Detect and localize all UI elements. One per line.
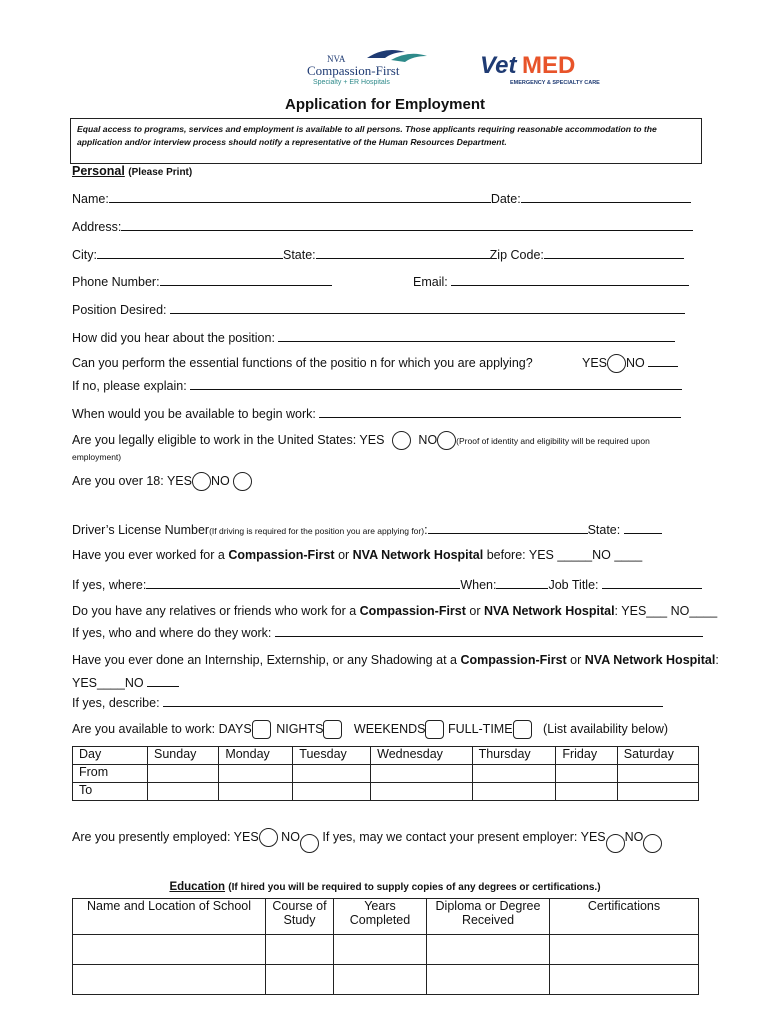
over18-row [72, 472, 252, 491]
essential-no-field[interactable] [648, 354, 678, 367]
license-state-label: State: [587, 523, 621, 537]
eligible-note: (Proof of identity and eligibility will be required upon [456, 435, 650, 446]
edu-header-certs: Certifications [550, 899, 699, 935]
cell[interactable] [148, 765, 219, 783]
relatives-nva: NVA Network Hospital [483, 604, 615, 618]
name-field[interactable] [109, 190, 491, 203]
cell[interactable] [371, 765, 472, 783]
cell[interactable] [550, 935, 699, 965]
state-field[interactable] [316, 246, 490, 259]
avail-label: Are you available to work: DAYS [72, 721, 252, 736]
begin-row [72, 405, 681, 421]
job-field[interactable] [602, 576, 702, 589]
license-row: Driver’s License Number(If driving is required for the position you are applying for): State: [72, 521, 662, 537]
employed-yes-circle[interactable] [259, 828, 278, 847]
employed-row [72, 822, 662, 853]
email-label: Email: [413, 275, 448, 289]
date-field[interactable] [521, 190, 691, 203]
cell[interactable] [334, 965, 427, 995]
contact-no-circle[interactable] [643, 834, 662, 853]
cell[interactable] [427, 935, 550, 965]
contact-no-label: NO [624, 829, 644, 844]
table-row [73, 935, 699, 965]
fulltime-checkbox[interactable] [513, 720, 532, 739]
over18-yes-circle[interactable] [192, 472, 211, 491]
nva-line-2: Compassion-First [307, 63, 400, 78]
relwho-row [72, 624, 703, 640]
begin-label: When would you be available to begin work: [72, 407, 316, 421]
license-field[interactable] [428, 521, 588, 534]
essential-yes-label: YES [582, 356, 608, 370]
header-tuesday: Tuesday [293, 747, 371, 765]
page-title: Application for Employment [284, 96, 485, 113]
eligible-no-circle[interactable] [437, 431, 456, 450]
eligible-no-label: NO [418, 432, 438, 447]
row-from: From [73, 765, 148, 783]
avail-note: (List availability below) [543, 721, 669, 736]
header-saturday: Saturday [617, 747, 698, 765]
eligible-note-2: employment) [72, 452, 122, 462]
over18-no-circle[interactable] [233, 472, 252, 491]
intern-or: or [566, 653, 585, 667]
essential-no-label: NO [626, 356, 645, 370]
cell[interactable] [73, 965, 266, 995]
weekends-checkbox[interactable] [425, 720, 444, 739]
relwho-label: If yes, who and where do they work: [72, 626, 275, 640]
edu-header-school: Name and Location of School [73, 899, 266, 935]
cell[interactable] [334, 935, 427, 965]
cell[interactable] [427, 965, 550, 995]
nva-line-3: Specialty + ER Hospitals [313, 79, 390, 86]
phone-label: Phone Number: [72, 275, 160, 289]
cell[interactable] [472, 783, 556, 801]
relwho-field[interactable] [275, 624, 703, 637]
zip-field[interactable] [544, 246, 684, 259]
city-field[interactable] [97, 246, 283, 259]
eligible-row [72, 431, 650, 450]
eligible-yes-circle[interactable] [392, 431, 411, 450]
describe-row [72, 694, 663, 710]
availability-table [72, 746, 699, 801]
intern-nva: NVA Network Hospital [584, 653, 716, 667]
edu-header-diploma: Diploma or Degree Received [427, 899, 550, 935]
intern-yesno-row [72, 674, 179, 690]
email-row [413, 273, 689, 289]
header-day: Day [73, 747, 148, 765]
vetmed-med: MED [522, 52, 576, 79]
address-field[interactable] [121, 218, 693, 231]
name-row [72, 190, 691, 206]
relatives-post: : YES___ NO____ [614, 604, 718, 618]
essential-yes-circle[interactable] [607, 354, 626, 373]
nights-label: NIGHTS [276, 721, 324, 736]
intern-pre: Have you ever done an Internship, Externship, or any Shadowing at a [72, 653, 461, 667]
explain-label: If no, please explain: [72, 379, 187, 393]
table-row [73, 765, 699, 783]
intern-cf: Compassion-First [460, 653, 567, 667]
header-friday: Friday [556, 747, 617, 765]
relatives-pre: Do you have any relatives or friends who work for a [72, 604, 360, 618]
nva-line-1: NVA [327, 54, 346, 64]
essential-answers [582, 354, 678, 373]
when-field[interactable] [496, 576, 548, 589]
vetmed-tagline: EMERGENCY & SPECIALTY CARE [510, 80, 600, 86]
where-row [72, 576, 702, 592]
position-row [72, 301, 685, 317]
where-label: If yes, where: [72, 578, 147, 592]
explain-field[interactable] [190, 377, 682, 390]
name-label: Name: [72, 192, 109, 206]
worked-or: or [334, 548, 353, 562]
position-field[interactable] [170, 301, 685, 314]
position-label: Position Desired: [72, 303, 167, 317]
header-wednesday: Wednesday [371, 747, 472, 765]
zip-label: Zip Code: [489, 248, 544, 262]
worked-pre: Have you ever worked for a [72, 548, 229, 562]
personal-title: Personal [72, 164, 125, 178]
address-label: Address: [72, 220, 122, 234]
worked-row [72, 548, 642, 562]
cell[interactable] [219, 765, 293, 783]
header-monday: Monday [219, 747, 293, 765]
essential-question: Can you perform the essential functions of the positio n for which you are applying? [72, 356, 533, 370]
hear-label: How did you hear about the position: [72, 331, 275, 345]
education-note: (If hired you will be required to supply copies of any degrees or certifications.) [228, 882, 601, 893]
intern-row [72, 653, 719, 667]
license-note: (If driving is required for the position you are applying for) [209, 526, 425, 536]
education-table [72, 898, 699, 995]
over18-label: Are you over 18: YES [72, 473, 192, 488]
cell[interactable] [472, 765, 556, 783]
intern-no-field[interactable] [147, 674, 179, 687]
describe-field[interactable] [163, 694, 663, 707]
cell[interactable] [556, 783, 617, 801]
cell[interactable] [617, 765, 698, 783]
cell[interactable] [219, 783, 293, 801]
relatives-row [72, 604, 717, 618]
address-row [72, 218, 693, 234]
personal-paren: (Please Print) [128, 167, 193, 178]
license-state-field[interactable] [624, 521, 662, 534]
worked-nva: NVA Network Hospital [352, 548, 484, 562]
over18-no-label: NO [210, 473, 230, 488]
nights-checkbox[interactable] [323, 720, 342, 739]
relatives-or: or [465, 604, 484, 618]
cell[interactable] [148, 783, 219, 801]
employed-no-label: NO [281, 829, 300, 844]
worked-post: before: YES _____NO ____ [483, 548, 643, 562]
intern-post: : [715, 653, 719, 667]
notice-text: Equal access to programs, services and employment is available to all persons. Those applicants requiring reasonable accommodation to the application and/or interview process should notify a representative of the Human Resources Department. [77, 124, 657, 148]
header-thursday: Thursday [472, 747, 556, 765]
cell[interactable] [617, 783, 698, 801]
cell[interactable] [266, 935, 334, 965]
fulltime-label: FULL-TIME [447, 721, 513, 736]
describe-label: If yes, describe: [72, 696, 160, 710]
table-row [73, 747, 699, 765]
begin-field[interactable] [319, 405, 681, 418]
explain-row [72, 377, 682, 393]
cell[interactable] [371, 783, 472, 801]
job-label: Job Title: [548, 578, 599, 592]
employed-no-circle[interactable] [300, 834, 319, 853]
education-title: Education [169, 881, 226, 893]
essential-row [72, 356, 533, 370]
license-label: Driver’s License Number [72, 523, 210, 537]
when-label: When: [460, 578, 497, 592]
table-row [73, 899, 699, 935]
table-row [73, 783, 699, 801]
contact-yes-circle[interactable] [606, 834, 625, 853]
date-label: Date: [490, 192, 521, 206]
vetmed-vet: Vet [480, 52, 517, 79]
table-row [73, 965, 699, 995]
nva-compassion-first-logo [305, 46, 437, 92]
city-row [72, 246, 684, 262]
state-label: State: [283, 248, 316, 262]
contact-label: If yes, may we contact your present employer: YES [322, 829, 606, 844]
cell[interactable] [73, 935, 266, 965]
cell[interactable] [293, 783, 371, 801]
intern-yesno: YES____NO [72, 676, 144, 690]
relatives-cf: Compassion-First [359, 604, 466, 618]
edu-header-course: Course of Study [266, 899, 334, 935]
city-label: City: [72, 248, 97, 262]
phone-row [72, 273, 332, 289]
education-heading [0, 881, 770, 893]
weekends-label: WEEKENDS [353, 721, 426, 736]
availability-row [72, 720, 668, 739]
email-field[interactable] [451, 273, 689, 286]
personal-heading [72, 164, 192, 178]
hear-field[interactable] [278, 329, 675, 342]
vetmed-logo [478, 52, 598, 92]
equal-access-notice [70, 118, 702, 164]
cell[interactable] [550, 965, 699, 995]
phone-field[interactable] [160, 273, 332, 286]
where-field[interactable] [146, 576, 460, 589]
eligible-label: Are you legally eligible to work in the United States: YES [72, 432, 385, 447]
hear-row [72, 329, 675, 345]
cell[interactable] [266, 965, 334, 995]
row-to: To [73, 783, 148, 801]
worked-cf: Compassion-First [228, 548, 335, 562]
edu-header-years: Years Completed [334, 899, 427, 935]
employed-label: Are you presently employed: YES [72, 829, 259, 844]
header-sunday: Sunday [148, 747, 219, 765]
days-checkbox[interactable] [252, 720, 271, 739]
cell[interactable] [556, 765, 617, 783]
cell[interactable] [293, 765, 371, 783]
